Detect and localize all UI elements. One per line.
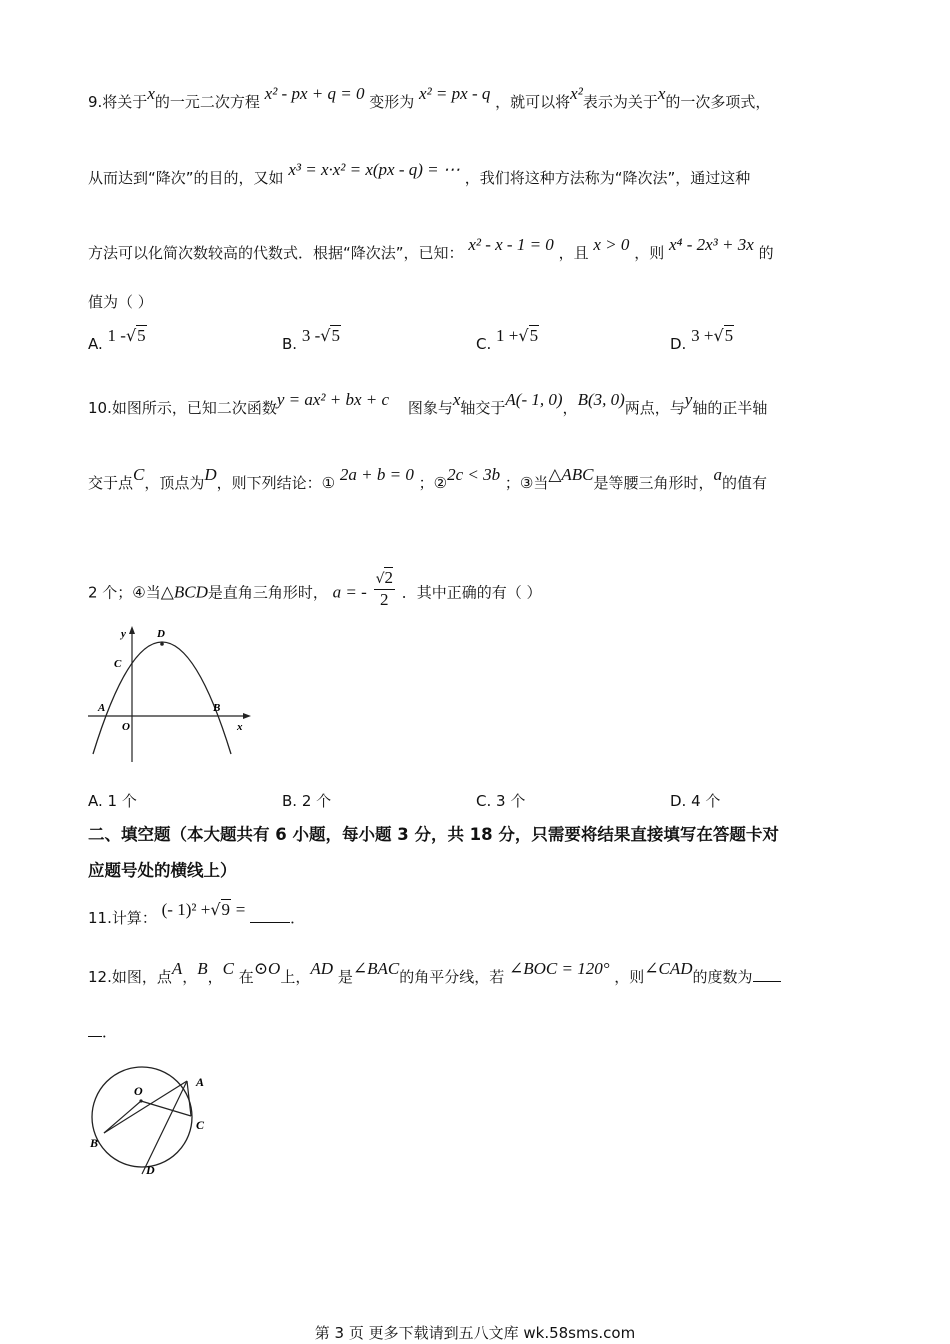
q10-line-3: 2 个；④当△BCD是直角三角形时， a = - $\frac{√2}{2}$ ．其中正确的有（ ） [88,568,542,609]
q9-equation-1: x² - px + q = 0 [264,84,365,103]
line-ob [104,1101,141,1133]
q10-parabola-graph [85,622,255,767]
q10-point-a: A(- 1, 0) [505,390,563,409]
label-a: A [196,1075,205,1089]
label-d: D [157,628,165,640]
label-c: C [196,1118,205,1132]
label-d: D [146,1163,155,1177]
label-b: B [90,1136,99,1150]
q9-line-1: 9.将关于x的一元二次方程 x² - px + q = 0 变形为 x² = px - q ，就可以将x²表示为关于x的一次多项式， [88,84,771,111]
q12-line-1: 12.如图，点A，B，C 在⊙O上，AD 是∠BAC的角平分线，若 ∠BOC = 120° ，则∠CAD的度数为 [88,967,781,987]
q9-equation-2: x² = px - q [419,84,491,103]
q9-option-c[interactable]: C. 1 +√5 [476,326,539,353]
q12-line-2: ． [88,1022,117,1042]
page-footer: 第 3 页 更多下载请到五八文库 wk.58sms.com [314,1324,636,1342]
q12-circle-figure [85,1050,215,1185]
q10-option-a[interactable]: A. 1 个 [88,792,137,810]
q9-option-b[interactable]: B. 3 -√5 [282,326,340,353]
label-y: y [121,628,126,640]
section-2-heading-line-1: 二、填空题（本大题共有 6 小题，每小题 3 分，共 18 分，只需要将结果直接填写在答题卡对 [88,825,779,844]
y-axis-arrow [129,626,135,634]
q12-angle-boc: ∠BOC = 120° [508,959,610,978]
q9-equation-6: x⁴ - 2x³ + 3x [669,235,754,254]
q9-option-a[interactable]: A. 1 -√5 [88,326,146,353]
q10-option-d[interactable]: D. 4 个 [670,792,721,810]
q9-equation-4: x² - x - 1 = 0 [468,235,554,254]
q9-line-3: 方法可以化简次数较高的代数式．根据“降次法”，已知： x² - x - 1 = 0 ，且 x > 0 ，则 x⁴ - 2x³ + 3x 的 [88,235,774,262]
x-axis-arrow [243,713,251,719]
q10-option-b[interactable]: B. 2 个 [282,792,332,810]
q10-conclusion-2: 2c < 3b [447,465,501,484]
q11-line: 11.计算： (- 1)² +√9 = ． [88,900,306,927]
q10-line-2: 交于点C，顶点为D，则下列结论：① 2a + b = 0 ；②2c < 3b ；③当△ABC是等腰三角形时，a的值有 [88,465,768,492]
q10-conclusion-1: 2a + b = 0 [339,465,414,484]
q9-option-d[interactable]: D. 3 +√5 [670,326,734,353]
q12-answer-blank-2[interactable] [88,1022,102,1037]
q9-line-2: 从而达到“降次”的目的，又如 x³ = x·x² = x(px - q) = ⋯ ，我们将这种方法称为“降次法”，通过这种 [88,160,751,187]
label-b: B [213,702,221,714]
label-a: A [98,702,106,714]
vertex-point [160,642,164,646]
line-ac [187,1081,191,1116]
q10-fraction: $\frac{√2}{2}$ [375,568,393,609]
label-x: x [237,721,243,733]
q10-line-1: 10.如图所示，已知二次函数y = ax² + bx + c 图象与x轴交于A(- 1, 0)，B(3, 0)两点，与y轴的正半轴 [88,390,768,417]
circle-o [92,1067,192,1167]
q9-line-4: 值为（ ） [88,293,153,311]
q10-a-value: a = - [332,582,367,602]
line-oc [141,1101,191,1116]
q12-answer-blank-1[interactable] [753,967,781,982]
label-o: O [122,721,130,733]
q9-equation-3: x³ = x·x² = x(px - q) = ⋯ [288,160,460,179]
q11-answer-blank[interactable] [250,908,290,923]
label-o: O [134,1084,143,1098]
label-c: C [114,658,122,670]
q10-option-c[interactable]: C. 3 个 [476,792,526,810]
q10-point-b: B(3, 0) [577,390,625,409]
q9-equation-5: x > 0 [593,235,630,254]
q10-function: y = ax² + bx + c [276,390,390,409]
section-2-heading-line-2: 应题号处的横线上） [88,861,237,880]
